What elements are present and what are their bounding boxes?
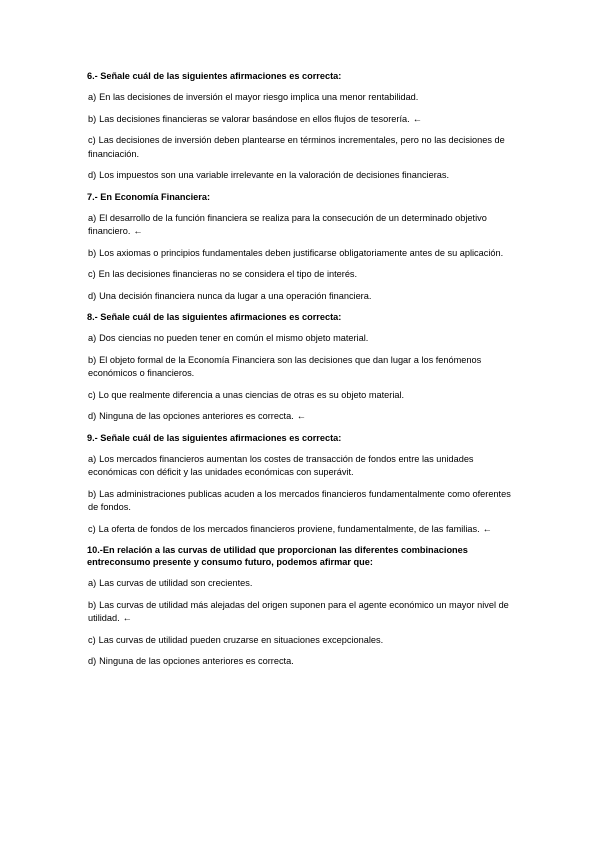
answer-arrow-icon: ←	[482, 523, 492, 534]
option-text: Una decisión financiera nunca da lugar a una operación financiera.	[99, 290, 372, 301]
question-7	[87, 191, 517, 304]
option-label: b)	[88, 354, 97, 365]
option-label: c)	[88, 634, 96, 645]
question-10	[87, 544, 517, 669]
question-title: 9.- Señale cuál de las siguientes afirmaciones es correcta:	[87, 432, 342, 443]
option-text: Las curvas de utilidad más alejadas del origen suponen para el agente económico un mayor nivel de utilidad.	[88, 599, 509, 623]
option-label: b)	[88, 488, 97, 499]
option-text: La oferta de fondos de los mercados financieros proviene, fundamentalmente, de las familias.	[98, 523, 480, 534]
question-9	[87, 432, 517, 537]
option-b	[88, 488, 517, 515]
option-d	[88, 290, 517, 304]
option-text: El desarrollo de la función financiera se realiza para la consecución de un determinado objetivo financiero.	[88, 212, 487, 236]
option-text: Las curvas de utilidad son crecientes.	[99, 578, 253, 588]
option-a	[88, 453, 517, 480]
option-b	[88, 354, 517, 381]
option-text: Las administraciones publicas acuden a los mercados financieros fundamentalmente como oferentes de fondos.	[88, 488, 511, 512]
option-label: d)	[88, 290, 97, 301]
option-text: Los mercados financieros aumentan los costes de transacción de fondos entre las unidades económicas con déficit y las unidades económicas con superávit.	[88, 453, 474, 477]
option-label: c)	[88, 523, 96, 534]
option-label: d)	[88, 170, 97, 180]
option-label: d)	[88, 656, 97, 666]
option-label: a)	[88, 453, 97, 464]
question-title: 8.- Señale cuál de las siguientes afirmaciones es correcta:	[87, 312, 342, 322]
option-text: Las curvas de utilidad pueden cruzarse en situaciones excepcionales.	[98, 634, 384, 645]
option-c	[88, 523, 517, 537]
option-label: b)	[88, 113, 97, 124]
option-text: Ninguna de las opciones anteriores es correcta.	[99, 411, 294, 421]
option-d	[88, 655, 517, 669]
option-label: a)	[88, 578, 97, 588]
option-text: El objeto formal de la Economía Financiera son las decisiones que dan lugar a los fenómenos económicos o financieros.	[88, 354, 482, 378]
option-label: c)	[88, 135, 96, 145]
option-c	[88, 134, 517, 161]
option-label: c)	[88, 389, 96, 400]
question-list	[87, 70, 517, 677]
option-label: a)	[88, 333, 97, 343]
option-label: d)	[88, 411, 97, 421]
option-label: a)	[88, 212, 97, 223]
answer-arrow-icon: ←	[122, 613, 132, 623]
answer-arrow-icon: ←	[412, 113, 422, 124]
option-text: Los impuestos son una variable irrelevante en la valoración de decisiones financieras.	[99, 170, 450, 180]
option-text: Lo que realmente diferencia a unas ciencias de otras es su objeto material.	[98, 389, 405, 400]
option-text: Ninguna de las opciones anteriores es correcta.	[99, 656, 294, 666]
option-text: En las decisiones de inversión el mayor riesgo implica una menor rentabilidad.	[99, 92, 419, 102]
option-c	[88, 389, 517, 403]
question-title: 10.-En relación a las curvas de utilidad que proporcionan las diferentes combinaciones entreconsumo presente y consumo futuro, podemos afirmar que:	[87, 545, 468, 567]
option-text: Los axiomas o principios fundamentales deben justificarse obligatoriamente antes de su aplicación.	[99, 247, 504, 258]
option-label: b)	[88, 247, 97, 258]
option-label: a)	[88, 92, 97, 102]
question-8	[87, 311, 517, 424]
option-d	[88, 169, 517, 183]
option-b	[88, 247, 517, 261]
option-a	[88, 577, 517, 591]
option-a	[88, 332, 517, 346]
option-label: c)	[88, 269, 96, 279]
option-text: Las decisiones de inversión deben plantearse en términos incrementales, pero no las decisiones de financiación.	[88, 135, 505, 159]
option-c	[88, 268, 517, 282]
question-6	[87, 70, 517, 183]
option-a	[88, 212, 517, 239]
option-b	[88, 599, 517, 626]
option-a	[88, 91, 517, 105]
option-c	[88, 634, 517, 648]
option-text: Dos ciencias no pueden tener en común el mismo objeto material.	[99, 333, 369, 343]
option-text: Las decisiones financieras se valorar basándose en ellos flujos de tesorería.	[99, 113, 410, 124]
answer-arrow-icon: ←	[296, 411, 306, 421]
option-label: b)	[88, 599, 97, 610]
answer-arrow-icon: ←	[133, 226, 143, 236]
option-b	[88, 113, 517, 127]
question-title: 7.- En Economía Financiera:	[87, 191, 211, 202]
option-d	[88, 410, 517, 424]
question-title: 6.- Señale cuál de las siguientes afirmaciones es correcta:	[87, 71, 342, 81]
option-text: En las decisiones financieras no se considera el tipo de interés.	[98, 269, 358, 279]
